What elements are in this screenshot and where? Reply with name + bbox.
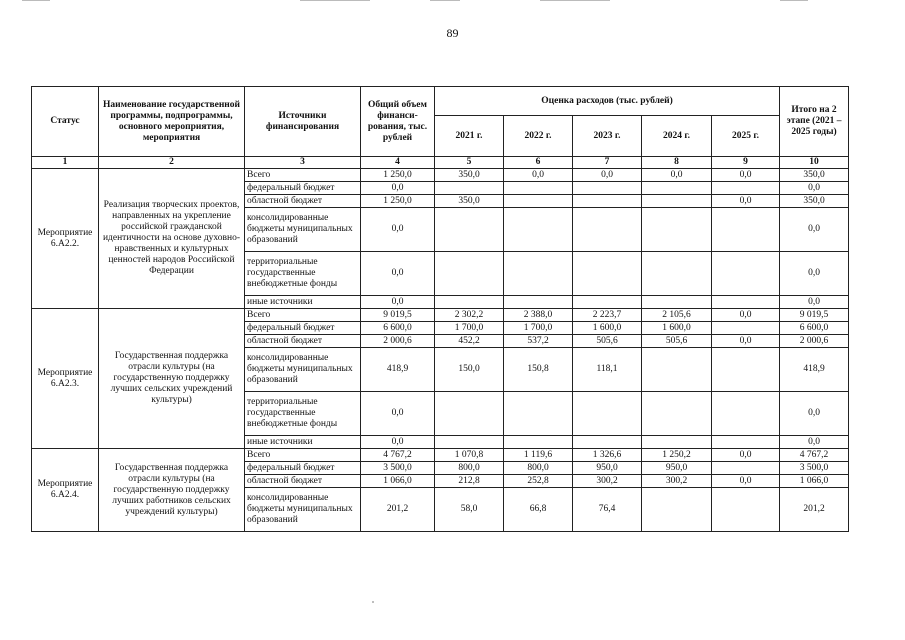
year-value-cell: 2 105,6 — [642, 309, 712, 322]
year-value-cell — [712, 436, 780, 449]
header-total-volume: Общий объем финанси-рования, тыс. рублей — [361, 87, 435, 157]
funding-source-cell: территориальные государственные внебюджетные фонды — [245, 252, 361, 296]
total-value-cell: 9 019,5 — [361, 309, 435, 322]
total-value-cell: 1 066,0 — [361, 475, 435, 488]
year-value-cell — [504, 195, 573, 208]
year-value-cell — [642, 392, 712, 436]
year-value-cell: 1 600,0 — [642, 322, 712, 335]
column-number: 1 — [32, 157, 99, 169]
itogo-value-cell: 1 066,0 — [780, 475, 849, 488]
year-value-cell — [712, 252, 780, 296]
year-value-cell: 0,0 — [712, 195, 780, 208]
total-value-cell: 2 000,6 — [361, 335, 435, 348]
status-cell: Мероприятие 6.А2.2. — [32, 169, 99, 309]
year-value-cell — [435, 296, 504, 309]
total-value-cell: 0,0 — [361, 208, 435, 252]
column-number: 8 — [642, 157, 712, 169]
year-value-cell: 350,0 — [435, 195, 504, 208]
column-number-row — [32, 157, 849, 169]
year-value-cell: 950,0 — [573, 462, 642, 475]
total-value-cell: 0,0 — [361, 296, 435, 309]
year-value-cell: 0,0 — [712, 449, 780, 462]
budget-table — [31, 86, 849, 532]
funding-source-cell: Всего — [245, 449, 361, 462]
year-value-cell: 252,8 — [504, 475, 573, 488]
table-row — [32, 169, 849, 182]
year-value-cell — [435, 436, 504, 449]
year-value-cell: 0,0 — [573, 169, 642, 182]
year-value-cell — [712, 392, 780, 436]
itogo-value-cell: 4 767,2 — [780, 449, 849, 462]
funding-source-cell: областной бюджет — [245, 335, 361, 348]
year-value-cell: 505,6 — [642, 335, 712, 348]
itogo-value-cell: 350,0 — [780, 195, 849, 208]
column-number: 4 — [361, 157, 435, 169]
funding-source-cell: федеральный бюджет — [245, 322, 361, 335]
itogo-value-cell: 6 600,0 — [780, 322, 849, 335]
funding-source-cell: консолидированные бюджеты муниципальных образований — [245, 208, 361, 252]
table-row — [32, 449, 849, 462]
status-cell: Мероприятие 6.А2.3. — [32, 309, 99, 449]
itogo-value-cell: 418,9 — [780, 348, 849, 392]
column-number: 7 — [573, 157, 642, 169]
year-value-cell: 452,2 — [435, 335, 504, 348]
header-itogo: Итого на 2 этапе (2021 – 2025 годы) — [780, 87, 849, 157]
year-value-cell — [573, 252, 642, 296]
year-value-cell — [642, 296, 712, 309]
column-number: 3 — [245, 157, 361, 169]
year-value-cell: 0,0 — [712, 475, 780, 488]
year-value-cell: 212,8 — [435, 475, 504, 488]
scan-edge-line — [780, 0, 808, 1]
year-value-cell — [504, 436, 573, 449]
year-value-cell: 66,8 — [504, 488, 573, 532]
total-value-cell: 1 250,0 — [361, 195, 435, 208]
year-value-cell — [642, 348, 712, 392]
year-value-cell: 505,6 — [573, 335, 642, 348]
funding-source-cell: федеральный бюджет — [245, 462, 361, 475]
total-value-cell: 3 500,0 — [361, 462, 435, 475]
year-value-cell — [642, 252, 712, 296]
year-value-cell: 0,0 — [712, 335, 780, 348]
year-value-cell: 150,8 — [504, 348, 573, 392]
measure-name-cell: Реализация творческих проектов, направленных на укрепление российской гражданской идентичности на основе духовно-нравственных и культурных ценностей народов Российской Федерации — [99, 169, 245, 309]
funding-source-cell: областной бюджет — [245, 195, 361, 208]
header-status: Статус — [32, 87, 99, 157]
year-value-cell — [642, 436, 712, 449]
year-value-cell — [504, 208, 573, 252]
year-value-cell: 58,0 — [435, 488, 504, 532]
year-value-cell — [573, 436, 642, 449]
year-value-cell — [642, 488, 712, 532]
total-value-cell: 0,0 — [361, 252, 435, 296]
header-year: 2024 г. — [642, 116, 712, 157]
year-value-cell: 0,0 — [712, 309, 780, 322]
year-value-cell: 0,0 — [712, 169, 780, 182]
year-value-cell — [712, 208, 780, 252]
year-value-cell — [435, 392, 504, 436]
funding-source-cell: консолидированные бюджеты муниципальных образований — [245, 488, 361, 532]
year-value-cell: 537,2 — [504, 335, 573, 348]
year-value-cell — [712, 296, 780, 309]
year-value-cell: 118,1 — [573, 348, 642, 392]
year-value-cell: 300,2 — [642, 475, 712, 488]
header-sources: Источники финансирования — [245, 87, 361, 157]
header-year: 2021 г. — [435, 116, 504, 157]
year-value-cell — [642, 208, 712, 252]
funding-source-cell: Всего — [245, 169, 361, 182]
year-value-cell — [573, 208, 642, 252]
year-value-cell — [573, 296, 642, 309]
itogo-value-cell: 350,0 — [780, 169, 849, 182]
measure-name-cell: Государственная поддержка отрасли культуры (на государственную поддержку лучших работников сельских учреждений культуры) — [99, 449, 245, 532]
itogo-value-cell: 0,0 — [780, 208, 849, 252]
itogo-value-cell: 2 000,6 — [780, 335, 849, 348]
year-value-cell — [573, 182, 642, 195]
total-value-cell: 4 767,2 — [361, 449, 435, 462]
itogo-value-cell: 3 500,0 — [780, 462, 849, 475]
year-value-cell: 1 700,0 — [435, 322, 504, 335]
column-number: 9 — [712, 157, 780, 169]
header-year: 2022 г. — [504, 116, 573, 157]
year-value-cell — [642, 195, 712, 208]
year-value-cell — [504, 252, 573, 296]
year-value-cell: 1 600,0 — [573, 322, 642, 335]
year-value-cell — [435, 208, 504, 252]
total-value-cell: 418,9 — [361, 348, 435, 392]
year-value-cell — [712, 182, 780, 195]
itogo-value-cell: 201,2 — [780, 488, 849, 532]
year-value-cell: 1 700,0 — [504, 322, 573, 335]
total-value-cell: 6 600,0 — [361, 322, 435, 335]
year-value-cell: 1 119,6 — [504, 449, 573, 462]
funding-source-cell: областной бюджет — [245, 475, 361, 488]
funding-source-cell: иные источники — [245, 436, 361, 449]
year-value-cell: 800,0 — [504, 462, 573, 475]
funding-source-cell: федеральный бюджет — [245, 182, 361, 195]
year-value-cell: 1 070,8 — [435, 449, 504, 462]
itogo-value-cell: 0,0 — [780, 392, 849, 436]
total-value-cell: 0,0 — [361, 182, 435, 195]
itogo-value-cell: 0,0 — [780, 252, 849, 296]
page-number: 89 — [446, 26, 459, 40]
header-year: 2025 г. — [712, 116, 780, 157]
header-name: Наименование государственной программы, подпрограммы, основного мероприятия, мероприятия — [99, 87, 245, 157]
total-value-cell: 201,2 — [361, 488, 435, 532]
total-value-cell: 1 250,0 — [361, 169, 435, 182]
year-value-cell — [504, 182, 573, 195]
scan-edge-line — [540, 0, 610, 1]
funding-source-cell: консолидированные бюджеты муниципальных образований — [245, 348, 361, 392]
itogo-value-cell: 0,0 — [780, 296, 849, 309]
itogo-value-cell: 0,0 — [780, 182, 849, 195]
measure-name-cell: Государственная поддержка отрасли культуры (на государственную поддержку лучших сельских учреждений культуры) — [99, 309, 245, 449]
year-value-cell — [573, 195, 642, 208]
year-value-cell: 350,0 — [435, 169, 504, 182]
itogo-value-cell: 0,0 — [780, 436, 849, 449]
total-value-cell: 0,0 — [361, 392, 435, 436]
year-value-cell: 2 302,2 — [435, 309, 504, 322]
year-value-cell — [712, 322, 780, 335]
year-value-cell — [573, 392, 642, 436]
column-number: 5 — [435, 157, 504, 169]
scan-speck — [372, 601, 374, 603]
column-number: 2 — [99, 157, 245, 169]
year-value-cell — [712, 348, 780, 392]
table-row — [32, 309, 849, 322]
funding-source-cell: территориальные государственные внебюджетные фонды — [245, 392, 361, 436]
year-value-cell — [712, 462, 780, 475]
scan-edge-line — [22, 0, 50, 1]
year-value-cell — [504, 296, 573, 309]
scan-edge-line — [300, 0, 370, 1]
year-value-cell: 1 250,2 — [642, 449, 712, 462]
column-number: 6 — [504, 157, 573, 169]
header-year: 2023 г. — [573, 116, 642, 157]
header-estimate: Оценка расходов (тыс. рублей) — [435, 87, 780, 116]
year-value-cell: 0,0 — [504, 169, 573, 182]
year-value-cell: 2 388,0 — [504, 309, 573, 322]
year-value-cell — [504, 392, 573, 436]
year-value-cell: 300,2 — [573, 475, 642, 488]
year-value-cell: 76,4 — [573, 488, 642, 532]
status-cell: Мероприятие 6.А2.4. — [32, 449, 99, 532]
year-value-cell: 800,0 — [435, 462, 504, 475]
year-value-cell: 2 223,7 — [573, 309, 642, 322]
year-value-cell — [642, 182, 712, 195]
total-value-cell: 0,0 — [361, 436, 435, 449]
funding-source-cell: Всего — [245, 309, 361, 322]
year-value-cell — [435, 182, 504, 195]
column-number: 10 — [780, 157, 849, 169]
scan-edge-line — [430, 0, 460, 1]
funding-source-cell: иные источники — [245, 296, 361, 309]
year-value-cell: 150,0 — [435, 348, 504, 392]
year-value-cell — [435, 252, 504, 296]
year-value-cell: 0,0 — [642, 169, 712, 182]
year-value-cell — [712, 488, 780, 532]
year-value-cell: 1 326,6 — [573, 449, 642, 462]
year-value-cell: 950,0 — [642, 462, 712, 475]
itogo-value-cell: 9 019,5 — [780, 309, 849, 322]
